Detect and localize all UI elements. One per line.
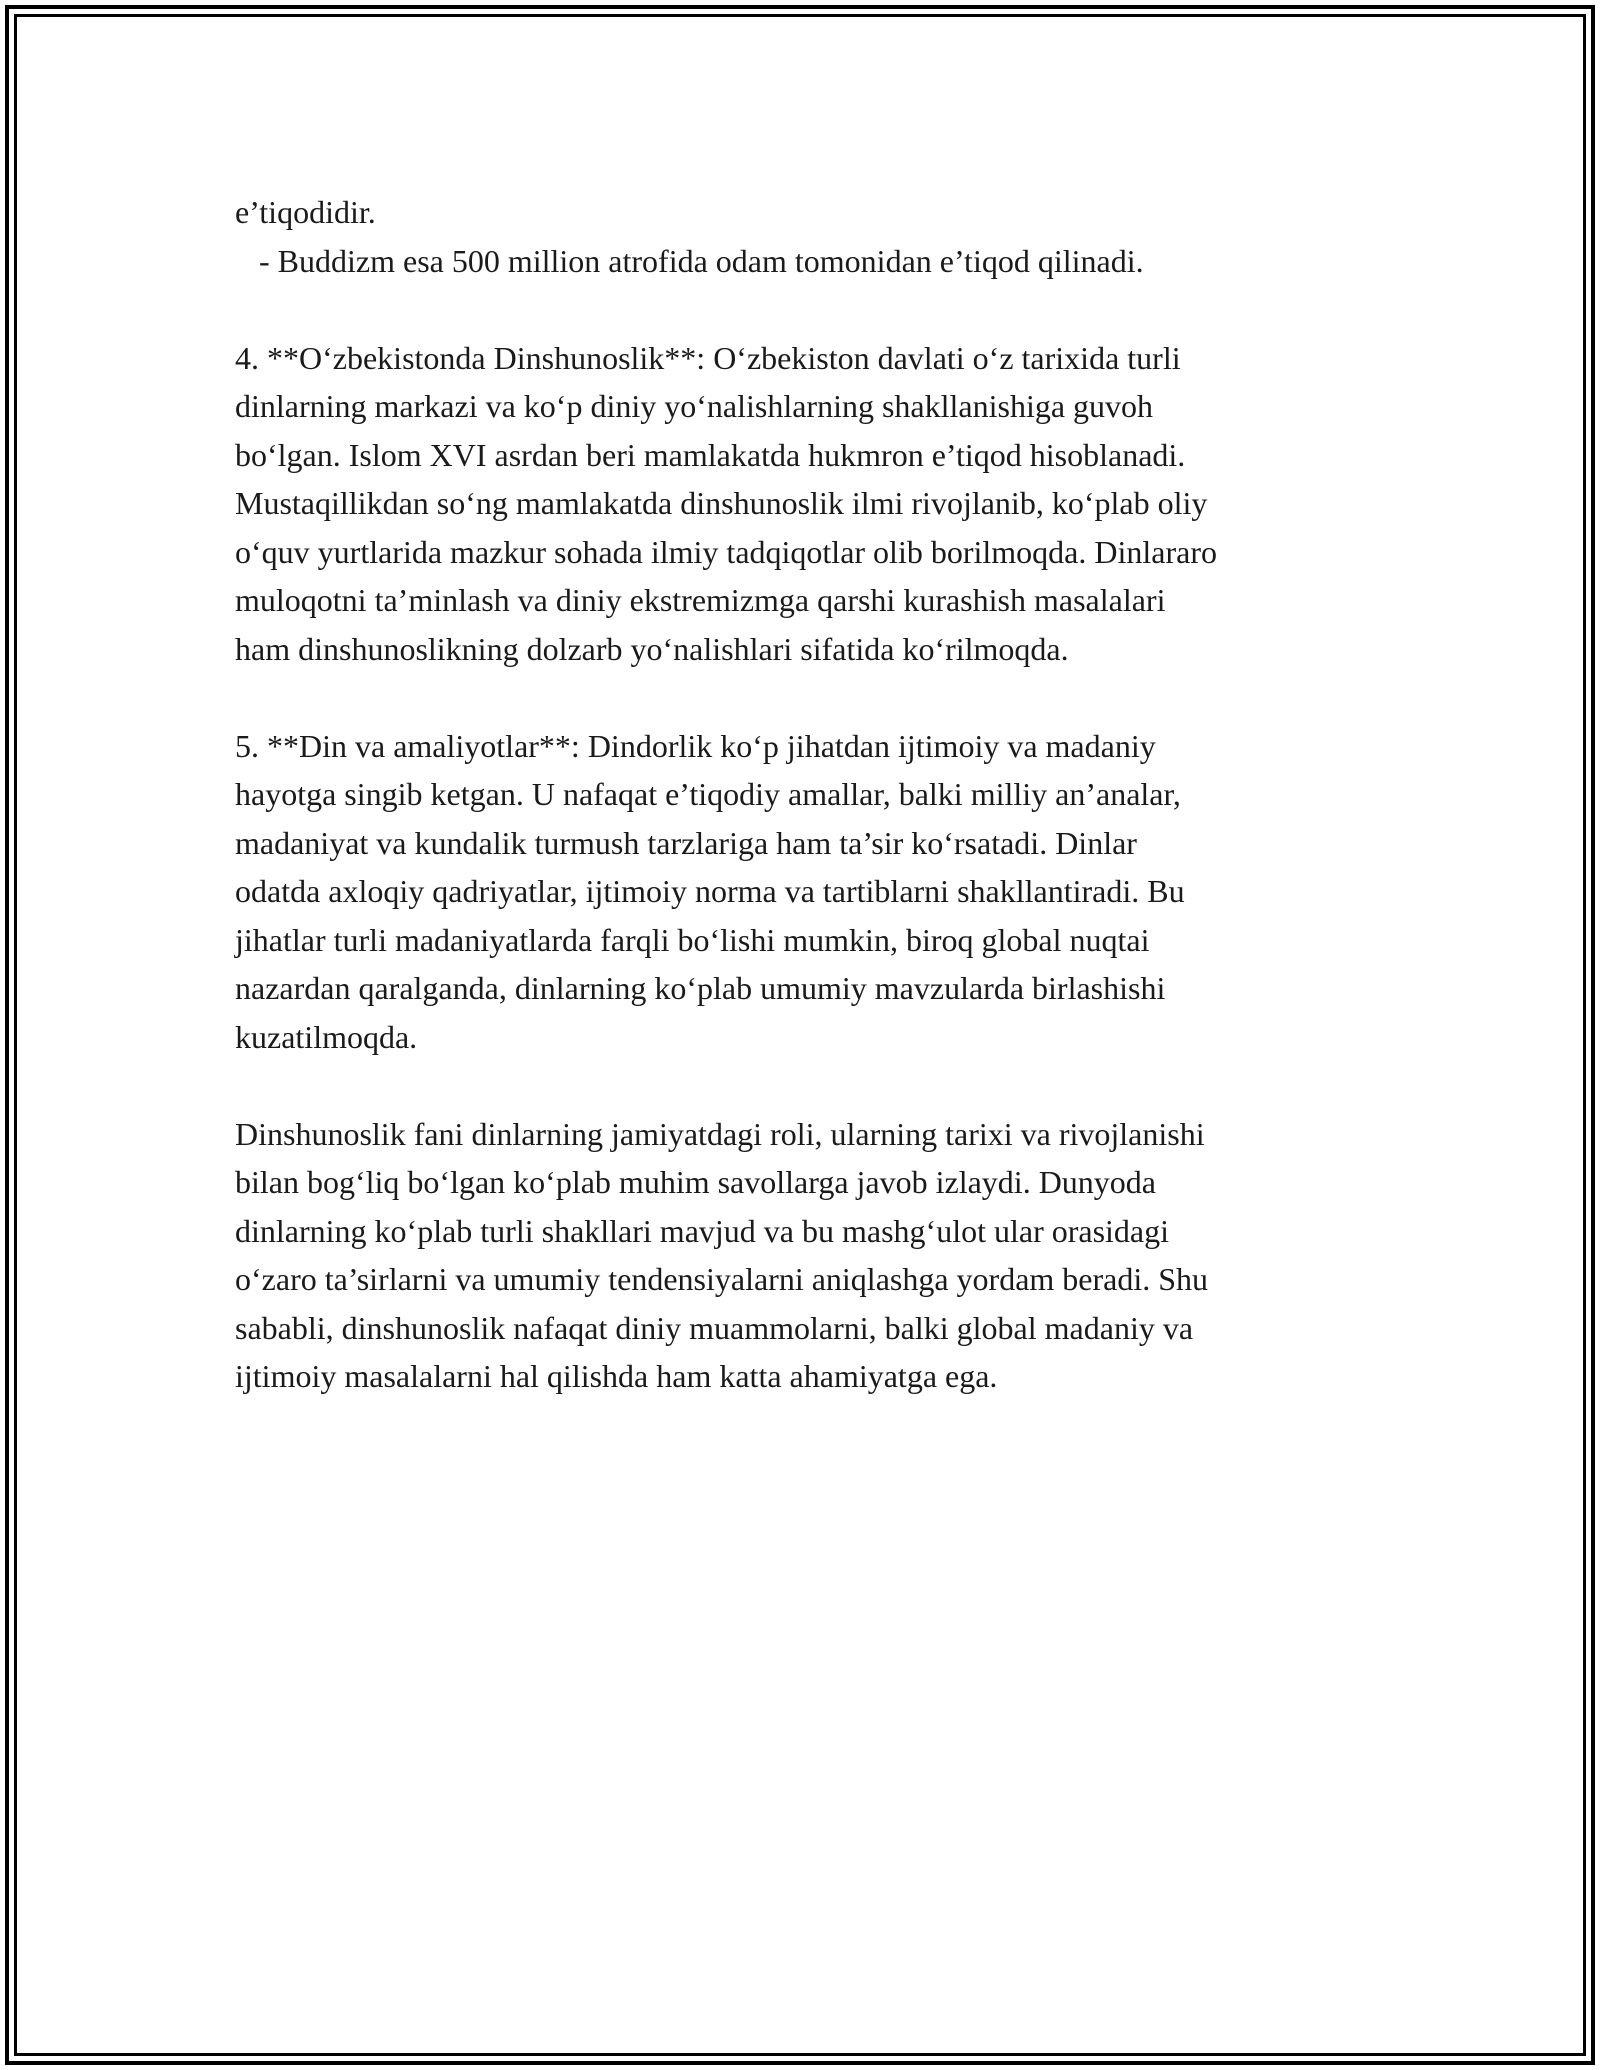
text-line: muloqotni ta’minlash va diniy ekstremizmga qarshi kurashish masalalari xyxy=(235,582,1166,618)
text-line: Dinshunoslik fani dinlarning jamiyatdagi roli, ularning tarixi va rivojlanishi xyxy=(235,1115,1205,1152)
text-line: hayotga singib ketgan. U nafaqat e’tiqodiy amallar, balki milliy an’analar, xyxy=(235,776,1181,812)
text-line: dinlarning markazi va ko‘p diniy yo‘nalishlarning shakllanishiga guvoh xyxy=(235,388,1154,424)
text-line: odatda axloqiy qadriyatlar, ijtimoiy norma va tartiblarni shakllantiradi. Bu xyxy=(235,873,1185,909)
text-line: madaniyat va kundalik turmush tarzlariga ham ta’sir ko‘rsatadi. Dinlar xyxy=(235,824,1137,861)
text-line: bilan bog‘liq bo‘lgan ko‘plab muhim savollarga javob izlaydi. Dunyoda xyxy=(235,1164,1156,1200)
text-line: e’tiqodidir. xyxy=(235,194,376,230)
text-line: ijtimoiy masalalarni hal qilishda ham katta ahamiyatga ega. xyxy=(235,1358,998,1394)
text-line: Mustaqillikdan so‘ng mamlakatda dinshunoslik ilmi rivojlanib, ko‘plab oliy xyxy=(235,485,1208,521)
text-line: bo‘lgan. Islom XVI asrdan beri mamlakatda hukmron e’tiqod hisoblanadi. xyxy=(235,436,1186,473)
document-body xyxy=(235,188,1375,1401)
text-line: o‘quv yurtlarida mazkur sohada ilmiy tadqiqotlar olib borilmoqda. Dinlararo xyxy=(235,533,1217,570)
paragraph-gap xyxy=(235,1061,1375,1110)
text-line: dinlarning ko‘plab turli shakllari mavjud va bu mashg‘ulot ular orasidagi xyxy=(235,1212,1170,1249)
text-line: o‘zaro ta’sirlarni va umumiy tendensiyalarni aniqlashga yordam beradi. Shu xyxy=(235,1261,1209,1297)
text-line: nazardan qaralganda, dinlarning ko‘plab umumiy mavzularda birlashishi xyxy=(235,970,1166,1006)
text-line: ham dinshunoslikning dolzarb yo‘nalishlari sifatida ko‘rilmoqda. xyxy=(235,630,1069,667)
text-line: - Buddizm esa 500 million atrofida odam tomonidan e’tiqod qilinadi. xyxy=(235,242,1144,279)
text-line: jihatlar turli madaniyatlarda farqli bo‘lishi mumkin, biroq global nuqtai xyxy=(235,921,1150,958)
text-line: 4. **O‘zbekistonda Dinshunoslik**: O‘zbekiston davlati o‘z tarixida turli xyxy=(235,339,1181,376)
paragraph-gap xyxy=(235,673,1375,722)
text-line: kuzatilmoqda. xyxy=(235,1018,418,1055)
text-line: sababli, dinshunoslik nafaqat diniy muammolarni, balki global madaniy va xyxy=(235,1309,1194,1346)
text-line: 5. **Din va amaliyotlar**: Dindorlik ko‘p jihatdan ijtimoiy va madaniy xyxy=(235,727,1156,764)
paragraph-gap xyxy=(235,285,1375,334)
